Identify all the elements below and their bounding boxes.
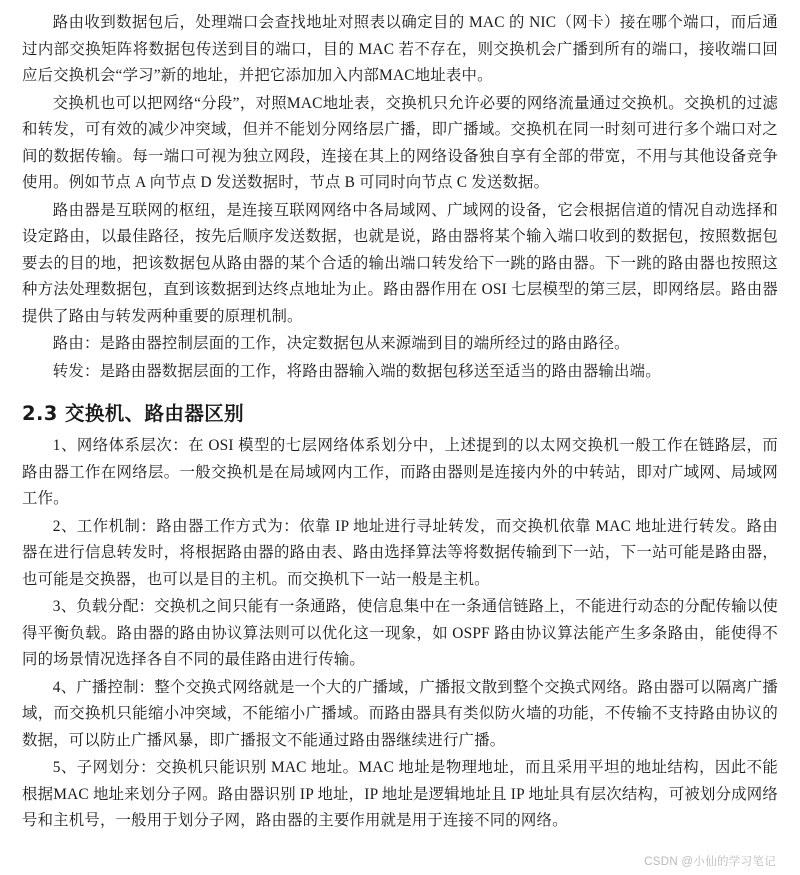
paragraph: 2、工作机制：路由器工作方式为：依靠 IP 地址进行寻址转发，而交换机依靠 MAC 地址进行转发。路由器在进行信息转发时，将根据路由器的路由表、路由选择算法等将数据传输到下一站，下一站可能是路由器，也可能是交换器，也可以是目的主机。而交换机下一站一般是主机。 xyxy=(22,517,778,588)
paragraph: 转发：是路由器数据层面的工作，将路由器输入端的数据包移送至适当的路由器输出端。 xyxy=(52,362,661,380)
paragraph: 交换机也可以把网络“分段”，对照MAC地址表，交换机只允许必要的网络流量通过交换机。交换机的过滤和转发，可有效的减少冲突域，但并不能划分网络层广播，即广播域。交换机在同一时刻可进行多个端口对之间的数据传输。每一端口可视为独立网段，连接在其上的网络设备独自享有全部的带宽，不用与其他设备竞争使用。例如节点 A 向节点 D 发送数据时，节点 B 可同时向节点 C 发送数据。 xyxy=(22,94,778,191)
paragraph: 路由收到数据包后，处理端口会查找地址对照表以确定目的 MAC 的 NIC（网卡）接在哪个端口，而后通过内部交换矩阵将数据包传送到目的端口，目的 MAC 若不存在，则交换机会广播到所有的端口，接收端口回应后交换机会“学习”新的地址，并把它添加加入内部MAC地址表中。 xyxy=(22,14,778,84)
paragraph: 路由器是互联网的枢纽，是连接互联网网络中各局域网、广域网的设备，它会根据信道的情况自动选择和设定路由，以最佳路径，按先后顺序发送数据，也就是说，路由器将某个输入端口收到的数据包，按照数据包要去的目的地，把该数据包从路由器的某个合适的输出端口转发给下一跳的路由器。下一跳的路由器也按照这种方法处理数据包，直到该数据到达终点地址为止。路由器作用在 OSI 七层模型的第三层，即网络层。路由器提供了路由与转发两种重要的原理机制。 xyxy=(22,201,778,325)
watermark: CSDN @小仙的学习笔记 xyxy=(644,856,776,868)
paragraph: 路由：是路由器控制层面的工作，决定数据包从来源端到目的端所经过的路由路径。 xyxy=(52,335,630,352)
paragraph: 5、子网划分：交换机只能识别 MAC 地址。MAC 地址是物理地址，而且采用平坦的地址结构，因此不能根据MAC 地址来划分子网。路由器识别 IP 地址，IP 地址是逻辑地址且 IP 地址具有层次结构，可被划分成网络号和主机号，一般用于划分子网，路由器的主要作用就是用于连接不同的网络。 xyxy=(22,759,778,829)
paragraph: 3、负载分配：交换机之间只能有一条通路，使信息集中在一条通信链路上，不能进行动态的分配传输以使得平衡负载。路由器的路由协议算法则可以优化这一现象，如 OSPF 路由协议算法能产生多条路由，能使得不同的场景情况选择各自不同的最佳路由进行传输。 xyxy=(22,598,778,668)
paragraph: 4、广播控制：整个交换式网络就是一个大的广播域，广播报文散到整个交换式网络。路由器可以隔离广播域，而交换机只能缩小冲突域，不能缩小广播域。而路由器具有类似防火墙的功能，不传输不支持路由协议的数据，可以防止广播风暴，即广播报文不能通过路由器继续进行广播。 xyxy=(22,678,778,749)
paragraph: 1、网络体系层次：在 OSI 模型的七层网络体系划分中，上述提到的以太网交换机一般工作在链路层，而路由器工作在网络层。一般交换机是在局域网内工作，而路由器则是连接内外的中转站，即对广域网、局域网工作。 xyxy=(22,437,778,507)
section-heading: 2.3 交换机、路由器区别 xyxy=(22,402,245,425)
